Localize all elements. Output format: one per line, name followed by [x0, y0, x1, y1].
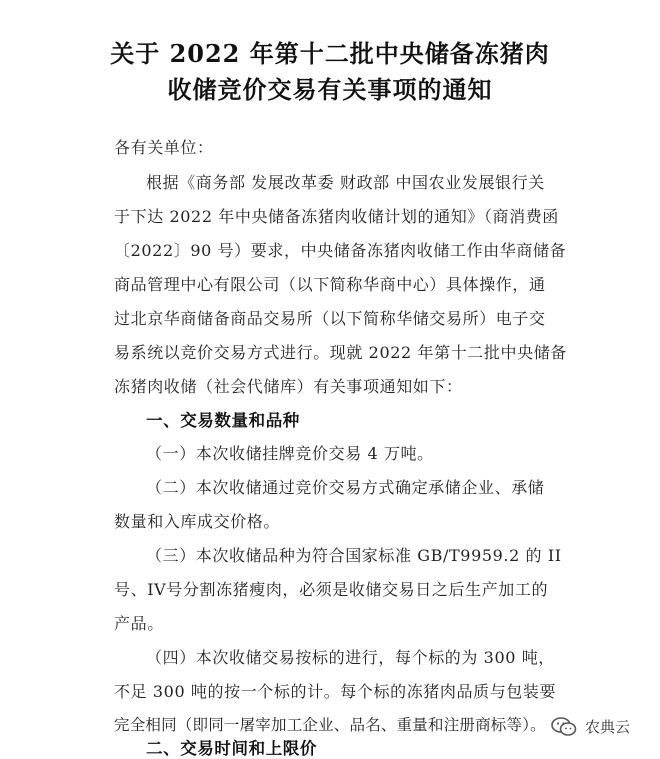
body-line: 过北京华商储备商品交易所（以下简称华储交易所）电子交	[114, 309, 546, 328]
section-1-item-3-cont: 产品。	[114, 614, 164, 633]
section-1-item-2: （二）本次收储通过竞价交易方式确定承储企业、承储	[146, 478, 545, 497]
document-title-line-2: 收储竞价交易有关事项的通知	[167, 75, 493, 104]
watermark-text: 农典云	[584, 718, 630, 736]
body-line: 于下达 2022 年中央储备冻猪肉收储计划的通知》（商消费函	[114, 207, 559, 226]
section-1-item-4-cont: 不足 300 吨的按一个标的计。每个标的冻猪肉品质与包装要	[114, 682, 557, 701]
document-title-line-1: 关于 2022 年第十二批中央储备冻猪肉	[110, 39, 550, 68]
section-1-item-4: （四）本次收储交易按标的进行，每个标的为 300 吨，	[146, 648, 555, 667]
section-1-item-4-cont: 完全相同（即同一屠宰加工企业、品名、重量和注册商标等）。	[114, 716, 546, 734]
body-line: 根据《商务部 发展改革委 财政部 中国农业发展银行关	[146, 173, 545, 192]
watermark	[551, 716, 630, 737]
section-1-item-3-cont: 号、IV号分割冻猪瘦肉，必须是收储交易日之后生产加工的	[114, 580, 549, 599]
section-1-item-3: （三）本次收储品种为符合国家标准 GB/T9959.2 的 II	[146, 546, 562, 565]
salutation: 各有关单位：	[114, 138, 214, 157]
body-line: 冻猪肉收储（社会代储库）有关事项通知如下：	[114, 377, 463, 396]
body-line: 商品管理中心有限公司（以下简称华商中心）具体操作，通	[114, 275, 546, 294]
section-heading-2: 二、交易时间和上限价	[146, 739, 317, 758]
wechat-icon	[551, 717, 577, 737]
body-line: 易系统以竞价交易方式进行。现就 2022 年第十二批中央储备	[114, 343, 567, 362]
body-line: 〔2022〕90 号）要求，中央储备冻猪肉收储工作由华商储备	[114, 241, 567, 260]
section-1-item-1: （一）本次收储挂牌竞价交易 4 万吨。	[146, 444, 434, 463]
section-1-item-2-cont: 数量和入库成交价格。	[114, 512, 281, 531]
section-heading-1: 一、交易数量和品种	[146, 411, 300, 430]
